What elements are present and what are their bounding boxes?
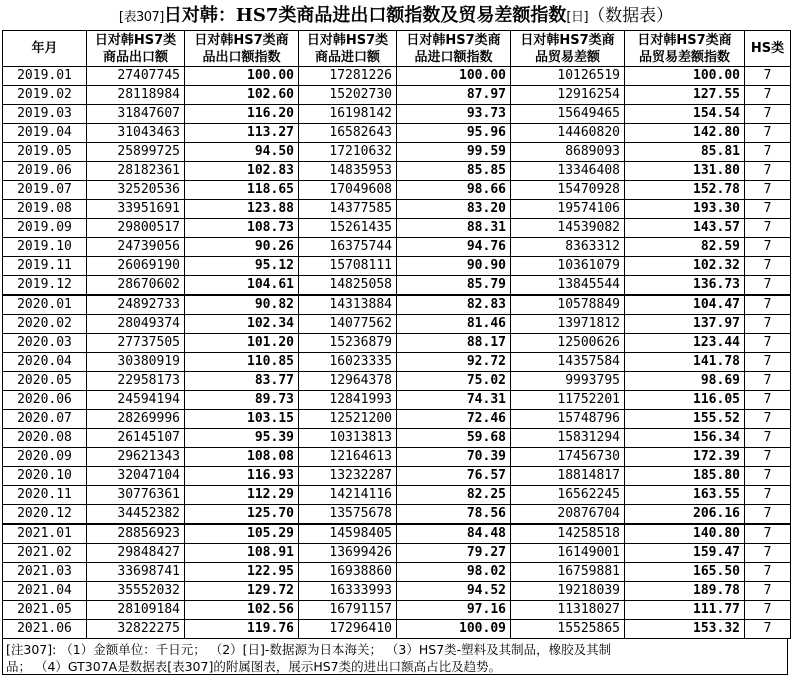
month-cell: 2021.01: [3, 524, 87, 544]
export-index-cell: 105.29: [185, 524, 299, 544]
table-row: [3, 620, 791, 639]
export-amount-cell: 24594194: [87, 391, 185, 410]
trade-balance-index-cell: 152.78: [625, 181, 745, 200]
hs-class-cell: 7: [745, 200, 791, 219]
hs-class-cell: 7: [745, 544, 791, 563]
trade-balance-index-cell: 116.05: [625, 391, 745, 410]
import-index-cell: 92.72: [397, 353, 511, 372]
import-index-cell: 79.27: [397, 544, 511, 563]
trade-balance-cell: 15649465: [511, 105, 625, 124]
import-index-cell: 75.02: [397, 372, 511, 391]
export-amount-cell: 28269996: [87, 410, 185, 429]
import-amount-cell: 16198142: [299, 105, 397, 124]
trade-balance-cell: 10578849: [511, 295, 625, 315]
import-index-cell: 87.97: [397, 86, 511, 105]
hs-class-cell: 7: [745, 467, 791, 486]
export-amount-cell: 28856923: [87, 524, 185, 544]
trade-balance-index-cell: 85.81: [625, 143, 745, 162]
export-index-cell: 102.83: [185, 162, 299, 181]
import-amount-cell: 16582643: [299, 124, 397, 143]
export-index-cell: 125.70: [185, 505, 299, 525]
trade-balance-index-cell: 123.44: [625, 334, 745, 353]
table-row: [3, 582, 791, 601]
import-index-cell: 82.83: [397, 295, 511, 315]
hs-class-cell: 7: [745, 486, 791, 505]
table-row: [3, 219, 791, 238]
table-row: [3, 544, 791, 563]
month-cell: 2020.07: [3, 410, 87, 429]
trade-balance-cell: 16759881: [511, 563, 625, 582]
month-cell: 2021.03: [3, 563, 87, 582]
trade-balance-index-cell: 155.52: [625, 410, 745, 429]
import-index-cell: 72.46: [397, 410, 511, 429]
trade-balance-cell: 18814817: [511, 467, 625, 486]
trade-balance-index-cell: 163.55: [625, 486, 745, 505]
import-index-cell: 88.17: [397, 334, 511, 353]
export-amount-cell: 29848427: [87, 544, 185, 563]
export-index-cell: 108.91: [185, 544, 299, 563]
table-row: [3, 563, 791, 582]
import-index-cell: 82.25: [397, 486, 511, 505]
trade-balance-index-cell: 82.59: [625, 238, 745, 257]
table-row: [3, 238, 791, 257]
hs-class-cell: 7: [745, 429, 791, 448]
export-amount-cell: 27737505: [87, 334, 185, 353]
month-cell: 2020.04: [3, 353, 87, 372]
export-amount-cell: 29800517: [87, 219, 185, 238]
export-amount-cell: 31043463: [87, 124, 185, 143]
header-cell: 日对韩HS7类 商品出口额: [87, 31, 185, 67]
trade-balance-cell: 9993795: [511, 372, 625, 391]
export-index-cell: 102.60: [185, 86, 299, 105]
data-table: [2, 30, 791, 639]
trade-balance-index-cell: 102.32: [625, 257, 745, 276]
export-amount-cell: 25899725: [87, 143, 185, 162]
hs-class-cell: 7: [745, 353, 791, 372]
month-cell: 2020.09: [3, 448, 87, 467]
note-line-2: 品； （4）GT307A是数据表[表307]的附属图表，展示HS7类的进出口额高占比及趋势。: [6, 659, 502, 674]
trade-balance-index-cell: 98.69: [625, 372, 745, 391]
import-index-cell: 100.09: [397, 620, 511, 639]
header-row: [3, 31, 791, 67]
trade-balance-index-cell: 136.73: [625, 276, 745, 296]
trade-balance-index-cell: 156.34: [625, 429, 745, 448]
export-amount-cell: 34452382: [87, 505, 185, 525]
table-row: [3, 143, 791, 162]
export-amount-cell: 28670602: [87, 276, 185, 296]
table-row: [3, 448, 791, 467]
month-cell: 2021.06: [3, 620, 87, 639]
import-amount-cell: 12841993: [299, 391, 397, 410]
trade-balance-cell: 17456730: [511, 448, 625, 467]
month-cell: 2020.05: [3, 372, 87, 391]
import-amount-cell: 12521200: [299, 410, 397, 429]
hs-class-cell: 7: [745, 410, 791, 429]
month-cell: 2019.12: [3, 276, 87, 296]
import-index-cell: 100.00: [397, 67, 511, 86]
import-amount-cell: 14825058: [299, 276, 397, 296]
trade-balance-cell: 15525865: [511, 620, 625, 639]
import-amount-cell: 16333993: [299, 582, 397, 601]
header-cell: 日对韩HS7类商 品进口额指数: [397, 31, 511, 67]
export-amount-cell: 24892733: [87, 295, 185, 315]
import-amount-cell: 16375744: [299, 238, 397, 257]
header-cell: 日对韩HS7类 商品进口额: [299, 31, 397, 67]
trade-balance-cell: 15748796: [511, 410, 625, 429]
export-index-cell: 89.73: [185, 391, 299, 410]
trade-balance-cell: 20876704: [511, 505, 625, 525]
table-row: [3, 105, 791, 124]
header-cell: 日对韩HS7类商 品出口额指数: [185, 31, 299, 67]
month-cell: 2020.03: [3, 334, 87, 353]
note-line-1: [注307]: （1）金额单位：千日元； （2）[日]-数据源为日本海关； （3）HS7类-塑料及其制品，橡胶及其制: [6, 642, 612, 657]
import-index-cell: 98.02: [397, 563, 511, 582]
trade-balance-index-cell: 100.00: [625, 67, 745, 86]
trade-balance-cell: 16562245: [511, 486, 625, 505]
table-title: [2, 2, 790, 30]
month-cell: 2021.05: [3, 601, 87, 620]
trade-balance-cell: 13971812: [511, 315, 625, 334]
month-cell: 2020.02: [3, 315, 87, 334]
table-title-suffix: （数据表）: [588, 6, 674, 26]
export-index-cell: 94.50: [185, 143, 299, 162]
import-index-cell: 95.96: [397, 124, 511, 143]
trade-balance-cell: 8363312: [511, 238, 625, 257]
import-index-cell: 97.16: [397, 601, 511, 620]
export-amount-cell: 26069190: [87, 257, 185, 276]
month-cell: 2020.10: [3, 467, 87, 486]
trade-balance-cell: 14460820: [511, 124, 625, 143]
hs-class-cell: 7: [745, 105, 791, 124]
table-row: [3, 334, 791, 353]
trade-balance-index-cell: 159.47: [625, 544, 745, 563]
import-index-cell: 85.85: [397, 162, 511, 181]
export-index-cell: 90.82: [185, 295, 299, 315]
import-index-cell: 99.59: [397, 143, 511, 162]
import-amount-cell: 16023335: [299, 353, 397, 372]
table-row: [3, 601, 791, 620]
export-index-cell: 101.20: [185, 334, 299, 353]
export-index-cell: 104.61: [185, 276, 299, 296]
export-index-cell: 129.72: [185, 582, 299, 601]
import-amount-cell: 17296410: [299, 620, 397, 639]
trade-balance-index-cell: 189.78: [625, 582, 745, 601]
import-index-cell: 81.46: [397, 315, 511, 334]
hs-class-cell: 7: [745, 181, 791, 200]
trade-balance-index-cell: 141.78: [625, 353, 745, 372]
import-index-cell: 70.39: [397, 448, 511, 467]
import-index-cell: 83.20: [397, 200, 511, 219]
trade-balance-cell: 15831294: [511, 429, 625, 448]
table-row: [3, 372, 791, 391]
table-row: [3, 505, 791, 525]
trade-balance-cell: 12916254: [511, 86, 625, 105]
export-amount-cell: 29621343: [87, 448, 185, 467]
import-index-cell: 59.68: [397, 429, 511, 448]
table-row: [3, 524, 791, 544]
month-cell: 2019.05: [3, 143, 87, 162]
export-amount-cell: 32047104: [87, 467, 185, 486]
import-amount-cell: 14077562: [299, 315, 397, 334]
import-amount-cell: 17281226: [299, 67, 397, 86]
table-row: [3, 486, 791, 505]
import-amount-cell: 15708111: [299, 257, 397, 276]
month-cell: 2019.04: [3, 124, 87, 143]
trade-balance-index-cell: 111.77: [625, 601, 745, 620]
trade-balance-cell: 19574106: [511, 200, 625, 219]
table-row: [3, 162, 791, 181]
month-cell: 2020.11: [3, 486, 87, 505]
import-amount-cell: 16938860: [299, 563, 397, 582]
hs-class-cell: 7: [745, 524, 791, 544]
trade-balance-cell: 13346408: [511, 162, 625, 181]
export-amount-cell: 33698741: [87, 563, 185, 582]
import-index-cell: 94.76: [397, 238, 511, 257]
trade-balance-index-cell: 142.80: [625, 124, 745, 143]
import-index-cell: 85.79: [397, 276, 511, 296]
export-index-cell: 119.76: [185, 620, 299, 639]
trade-balance-index-cell: 140.80: [625, 524, 745, 544]
page: [2, 2, 790, 674]
export-amount-cell: 28118984: [87, 86, 185, 105]
import-amount-cell: 15261435: [299, 219, 397, 238]
trade-balance-index-cell: 131.80: [625, 162, 745, 181]
import-index-cell: 74.31: [397, 391, 511, 410]
trade-balance-cell: 8689093: [511, 143, 625, 162]
trade-balance-cell: 16149001: [511, 544, 625, 563]
export-index-cell: 116.20: [185, 105, 299, 124]
hs-class-cell: 7: [745, 505, 791, 525]
trade-balance-cell: 11752201: [511, 391, 625, 410]
export-index-cell: 118.65: [185, 181, 299, 200]
trade-balance-index-cell: 143.57: [625, 219, 745, 238]
month-cell: 2019.09: [3, 219, 87, 238]
export-amount-cell: 33951691: [87, 200, 185, 219]
import-index-cell: 98.66: [397, 181, 511, 200]
trade-balance-cell: 10361079: [511, 257, 625, 276]
month-cell: 2020.08: [3, 429, 87, 448]
import-index-cell: 76.57: [397, 467, 511, 486]
import-amount-cell: 13699426: [299, 544, 397, 563]
import-amount-cell: 15236879: [299, 334, 397, 353]
import-index-cell: 93.73: [397, 105, 511, 124]
trade-balance-cell: 11318027: [511, 601, 625, 620]
table-body: [3, 67, 791, 639]
trade-balance-cell: 19218039: [511, 582, 625, 601]
table-row: [3, 295, 791, 315]
month-cell: 2020.01: [3, 295, 87, 315]
hs-class-cell: 7: [745, 86, 791, 105]
export-amount-cell: 28109184: [87, 601, 185, 620]
export-amount-cell: 22958173: [87, 372, 185, 391]
export-amount-cell: 30380919: [87, 353, 185, 372]
export-index-cell: 90.26: [185, 238, 299, 257]
import-amount-cell: 12164613: [299, 448, 397, 467]
trade-balance-index-cell: 185.80: [625, 467, 745, 486]
export-index-cell: 83.77: [185, 372, 299, 391]
export-index-cell: 112.29: [185, 486, 299, 505]
import-amount-cell: 14214116: [299, 486, 397, 505]
table-row: [3, 429, 791, 448]
hs-class-cell: 7: [745, 67, 791, 86]
export-amount-cell: 27407745: [87, 67, 185, 86]
trade-balance-index-cell: 104.47: [625, 295, 745, 315]
trade-balance-index-cell: 172.39: [625, 448, 745, 467]
hs-class-cell: 7: [745, 601, 791, 620]
table-row: [3, 124, 791, 143]
table-row: [3, 467, 791, 486]
trade-balance-cell: 15470928: [511, 181, 625, 200]
import-amount-cell: 12964378: [299, 372, 397, 391]
hs-class-cell: 7: [745, 448, 791, 467]
trade-balance-cell: 14258518: [511, 524, 625, 544]
export-amount-cell: 31847607: [87, 105, 185, 124]
import-amount-cell: 10313813: [299, 429, 397, 448]
trade-balance-index-cell: 193.30: [625, 200, 745, 219]
header-cell: 年月: [3, 31, 87, 67]
export-amount-cell: 30776361: [87, 486, 185, 505]
export-index-cell: 100.00: [185, 67, 299, 86]
hs-class-cell: 7: [745, 391, 791, 410]
export-index-cell: 123.88: [185, 200, 299, 219]
hs-class-cell: 7: [745, 238, 791, 257]
export-amount-cell: 26145107: [87, 429, 185, 448]
import-amount-cell: 14377585: [299, 200, 397, 219]
hs-class-cell: 7: [745, 124, 791, 143]
trade-balance-cell: 14357584: [511, 353, 625, 372]
export-index-cell: 122.95: [185, 563, 299, 582]
import-index-cell: 90.90: [397, 257, 511, 276]
hs-class-cell: 7: [745, 219, 791, 238]
trade-balance-index-cell: 154.54: [625, 105, 745, 124]
export-amount-cell: 28049374: [87, 315, 185, 334]
table-note: [2, 639, 788, 675]
trade-balance-index-cell: 165.50: [625, 563, 745, 582]
table-row: [3, 257, 791, 276]
export-index-cell: 95.12: [185, 257, 299, 276]
export-index-cell: 103.15: [185, 410, 299, 429]
header-cell: 日对韩HS7类商 品贸易差额: [511, 31, 625, 67]
import-amount-cell: 17049608: [299, 181, 397, 200]
source-tag: [日]: [566, 10, 589, 25]
month-cell: 2019.03: [3, 105, 87, 124]
export-index-cell: 108.73: [185, 219, 299, 238]
export-amount-cell: 28182361: [87, 162, 185, 181]
import-amount-cell: 14835953: [299, 162, 397, 181]
month-cell: 2021.04: [3, 582, 87, 601]
hs-class-cell: 7: [745, 257, 791, 276]
header-cell: 日对韩HS7类商 品贸易差额指数: [625, 31, 745, 67]
month-cell: 2019.08: [3, 200, 87, 219]
trade-balance-index-cell: 127.55: [625, 86, 745, 105]
month-cell: 2019.07: [3, 181, 87, 200]
hs-class-cell: 7: [745, 582, 791, 601]
hs-class-cell: 7: [745, 143, 791, 162]
hs-class-cell: 7: [745, 563, 791, 582]
table-row: [3, 181, 791, 200]
export-index-cell: 110.85: [185, 353, 299, 372]
month-cell: 2019.02: [3, 86, 87, 105]
import-index-cell: 84.48: [397, 524, 511, 544]
table-row: [3, 67, 791, 86]
month-cell: 2019.01: [3, 67, 87, 86]
export-index-cell: 102.56: [185, 601, 299, 620]
trade-balance-cell: 13845544: [511, 276, 625, 296]
table-tag: [表307]: [118, 10, 164, 25]
month-cell: 2019.10: [3, 238, 87, 257]
hs-class-cell: 7: [745, 276, 791, 296]
import-amount-cell: 17210632: [299, 143, 397, 162]
table-row: [3, 315, 791, 334]
import-amount-cell: 14313884: [299, 295, 397, 315]
trade-balance-cell: 10126519: [511, 67, 625, 86]
month-cell: 2019.11: [3, 257, 87, 276]
month-cell: 2019.06: [3, 162, 87, 181]
trade-balance-index-cell: 153.32: [625, 620, 745, 639]
export-index-cell: 108.08: [185, 448, 299, 467]
table-title-main: 日对韩：HS7类商品进出口额指数及贸易差额指数: [163, 5, 567, 26]
import-amount-cell: 13575678: [299, 505, 397, 525]
import-amount-cell: 14598405: [299, 524, 397, 544]
hs-class-cell: 7: [745, 162, 791, 181]
import-amount-cell: 16791157: [299, 601, 397, 620]
export-index-cell: 113.27: [185, 124, 299, 143]
export-amount-cell: 32822275: [87, 620, 185, 639]
hs-class-cell: 7: [745, 295, 791, 315]
month-cell: 2021.02: [3, 544, 87, 563]
import-amount-cell: 13232287: [299, 467, 397, 486]
trade-balance-cell: 14539082: [511, 219, 625, 238]
export-amount-cell: 35552032: [87, 582, 185, 601]
table-row: [3, 86, 791, 105]
table-row: [3, 410, 791, 429]
export-index-cell: 116.93: [185, 467, 299, 486]
month-cell: 2020.06: [3, 391, 87, 410]
table-row: [3, 276, 791, 296]
hs-class-cell: 7: [745, 315, 791, 334]
export-amount-cell: 32520536: [87, 181, 185, 200]
hs-class-cell: 7: [745, 372, 791, 391]
trade-balance-cell: 12500626: [511, 334, 625, 353]
header-cell: HS类: [745, 31, 791, 67]
table-row: [3, 391, 791, 410]
export-index-cell: 95.39: [185, 429, 299, 448]
table-row: [3, 353, 791, 372]
import-index-cell: 94.52: [397, 582, 511, 601]
hs-class-cell: 7: [745, 620, 791, 639]
table-row: [3, 200, 791, 219]
import-amount-cell: 15202730: [299, 86, 397, 105]
trade-balance-index-cell: 206.16: [625, 505, 745, 525]
hs-class-cell: 7: [745, 334, 791, 353]
export-index-cell: 102.34: [185, 315, 299, 334]
import-index-cell: 88.31: [397, 219, 511, 238]
import-index-cell: 78.56: [397, 505, 511, 525]
export-amount-cell: 24739056: [87, 238, 185, 257]
trade-balance-index-cell: 137.97: [625, 315, 745, 334]
month-cell: 2020.12: [3, 505, 87, 525]
